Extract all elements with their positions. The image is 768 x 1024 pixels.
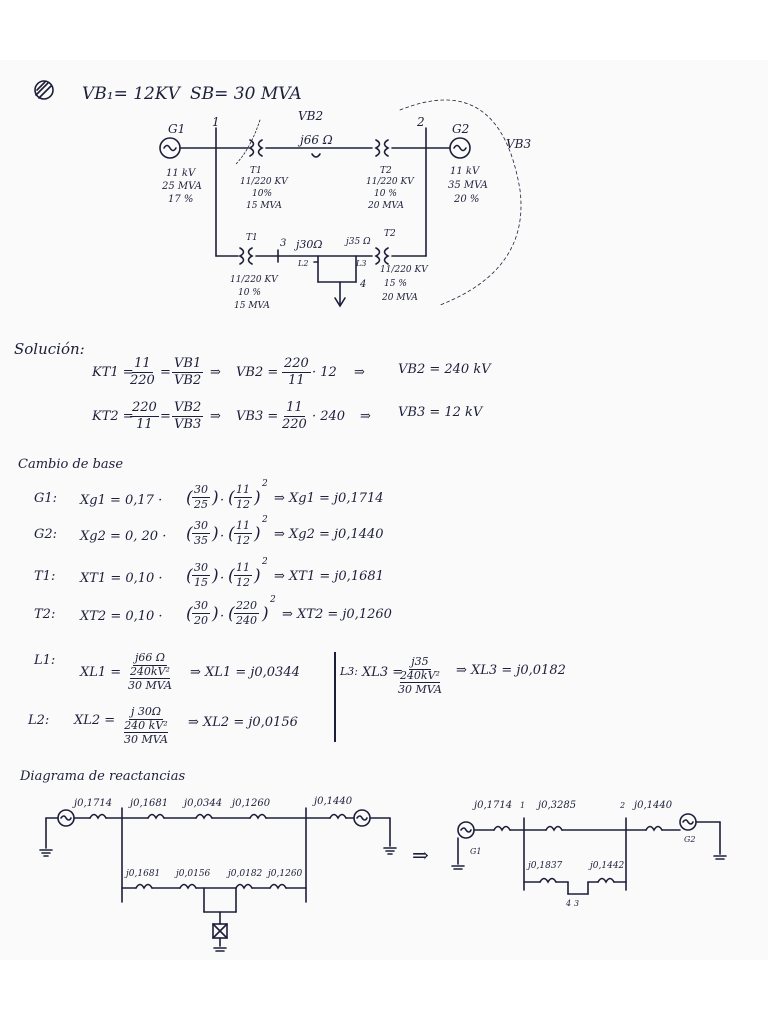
line2-tag: L2 <box>298 259 309 268</box>
g1-paren-close-2: ) <box>254 488 261 508</box>
t2-square: 2 <box>270 595 276 605</box>
l3-lhs: XL3 = <box>362 665 404 680</box>
g1-reactance: 17 % <box>168 194 194 205</box>
bus4-number: 4 <box>360 279 367 290</box>
kt1-vb2-ratio: $\frac{220}{11}$ <box>284 356 309 388</box>
kt1-eq: = <box>160 365 171 380</box>
l2-lhs: XL2 = <box>74 713 116 728</box>
g2-v-ratio: $\frac{11}{12}$ <box>236 519 250 547</box>
t2-tag: T2: <box>34 607 56 622</box>
t1-bot-s: 15 MVA <box>234 301 270 311</box>
kt1-arrow2: ⇒ <box>354 365 365 380</box>
solucion-title: Solución: <box>14 340 85 358</box>
kt1-vb-ratio: $\frac{VB1}{VB2}$ <box>174 356 202 388</box>
g2-expr: Xg2 = 0, 20 · <box>80 529 167 544</box>
g2-paren-close-1: ) <box>212 524 219 544</box>
vb3-label: VB3 <box>506 137 532 151</box>
t1-dot: · <box>220 571 225 586</box>
t2-bot-voltage: 11/220 KV <box>380 265 428 275</box>
t1-top-name: T1 <box>250 166 262 176</box>
kt1-lhs: KT1 = <box>92 365 134 380</box>
right-g2-name: G2 <box>684 835 696 844</box>
t1-expr: XT1 = 0,10 · <box>80 571 163 586</box>
right-bus3-number: 3 <box>574 899 580 908</box>
g2-s-ratio: $\frac{30}{35}$ <box>194 519 208 547</box>
left-xt1: j0,1681 <box>130 798 169 809</box>
kt1-ratio: $\frac{11}{220}$ <box>130 356 155 388</box>
vb2-result: VB2 = 240 kV <box>398 362 491 377</box>
kt2-mul: · 240 <box>312 409 346 424</box>
t2-s-ratio: $\frac{30}{20}$ <box>194 599 208 627</box>
t2-dot: · <box>220 609 225 624</box>
cambio-title: Cambio de base <box>18 457 124 472</box>
kt2-eq: = <box>160 409 171 424</box>
l1-tag: L1: <box>34 653 56 668</box>
l1-fraction: j66 Ω 240kV² 30 MVA <box>128 651 172 693</box>
right-xg2: j0,1440 <box>634 800 673 811</box>
l2-fraction: j 30Ω 240 kV² 30 MVA <box>124 705 168 747</box>
bus3-number: 3 <box>280 238 287 249</box>
right-bus2-number: 2 <box>620 801 626 810</box>
g2-tag: G2: <box>34 527 58 542</box>
g1-paren-open-1: ( <box>186 488 193 508</box>
t2-top-s: 20 MVA <box>368 201 404 211</box>
t1-s-ratio: $\frac{30}{15}$ <box>194 561 208 589</box>
t1-top-voltage: 11/220 KV <box>240 177 288 187</box>
right-xg1: j0,1714 <box>474 800 513 811</box>
l3-tag: L3: <box>340 665 359 678</box>
kt2-arrow2: ⇒ <box>360 409 371 424</box>
kt1-mul: · 12 <box>312 365 337 380</box>
g1-expr: Xg1 = 0,17 · <box>80 493 163 508</box>
kt1-vb2: VB2 = <box>236 365 279 380</box>
left-xl3: j0,0182 <box>228 869 263 879</box>
l2-result: ⇒ XL2 = j0,0156 <box>188 715 298 730</box>
t1-square: 2 <box>262 557 268 567</box>
g1-paren-close-1: ) <box>212 488 219 508</box>
t2-bot-name: T2 <box>384 229 396 239</box>
g2-reactance: 20 % <box>454 194 480 205</box>
g2-dot: · <box>220 529 225 544</box>
right-xb: j0,1442 <box>590 861 625 871</box>
bus1-number: 1 <box>212 115 220 129</box>
g1-square: 2 <box>262 479 268 489</box>
kt2-vb3-ratio: $\frac{11}{220}$ <box>282 400 307 432</box>
g2-voltage: 11 kV <box>450 166 480 177</box>
right-g1-name: G1 <box>470 847 482 856</box>
transformer-t1-lower-icon <box>240 248 252 264</box>
line2-impedance: j30Ω <box>296 238 323 251</box>
base-power: SB= 30 MVA <box>190 84 302 104</box>
t1-tag: T1: <box>34 569 56 584</box>
equivalent-arrow: ⇒ <box>412 843 429 867</box>
left-xg1-coil <box>90 815 106 819</box>
transformer-t1-icon <box>250 140 262 156</box>
t1-paren-open-1: ( <box>186 566 193 586</box>
left-xg1: j0,1714 <box>74 798 113 809</box>
g1-voltage: 11 kV <box>166 168 196 179</box>
right-bus1-number: 1 <box>520 801 526 810</box>
left-xt2b: j0,1260 <box>268 869 303 879</box>
kt2-lhs: KT2 = <box>92 409 134 424</box>
transformer-t2-icon <box>376 140 388 156</box>
g2-paren-close-2: ) <box>254 524 261 544</box>
g1-result: ⇒ Xg1 = j0,1714 <box>274 491 384 506</box>
g1-power: 25 MVA <box>162 181 202 192</box>
vb3-result: VB3 = 12 kV <box>398 405 483 420</box>
g2-paren-open-1: ( <box>186 524 193 544</box>
t2-top-x: 10 % <box>374 189 397 199</box>
t1-bot-x: 10 % <box>238 288 261 298</box>
g1-v-ratio: $\frac{11}{12}$ <box>236 483 250 511</box>
g2-result: ⇒ Xg2 = j0,1440 <box>274 527 384 542</box>
t2-paren-open-2: ( <box>228 604 235 624</box>
left-xg2: j0,1440 <box>314 796 353 807</box>
t2-bot-s: 20 MVA <box>382 293 418 303</box>
right-x12: j0,3285 <box>538 800 577 811</box>
transformer-t2-lower-icon <box>376 248 388 264</box>
vb2-label: VB2 <box>298 109 324 123</box>
t1-v-ratio: $\frac{11}{12}$ <box>236 561 250 589</box>
g2-power: 35 MVA <box>448 180 488 191</box>
base-voltage: VB₁= 12KV <box>82 84 180 104</box>
l2-tag: L2: <box>28 713 50 728</box>
line1-impedance: j66 Ω <box>300 133 333 147</box>
l1-result: ⇒ XL1 = j0,0344 <box>190 665 300 680</box>
kt2-vb3: VB3 = <box>236 409 279 424</box>
t2-paren-open-1: ( <box>186 604 193 624</box>
t1-paren-close-2: ) <box>254 566 261 586</box>
separator-line <box>334 652 336 742</box>
g1-paren-open-2: ( <box>228 488 235 508</box>
kt2-ratio: $\frac{220}{11}$ <box>132 400 157 432</box>
t1-paren-open-2: ( <box>228 566 235 586</box>
left-xt1b: j0,1681 <box>126 869 161 879</box>
g2-name: G2 <box>452 122 470 136</box>
line3-tag: L3 <box>356 259 367 268</box>
line3-impedance: j35 Ω <box>346 237 371 247</box>
g1-name: G1 <box>168 122 186 136</box>
kt1-arrow1: ⇒ <box>210 365 221 380</box>
t2-top-voltage: 11/220 KV <box>366 177 414 187</box>
t1-top-s: 15 MVA <box>246 201 282 211</box>
l3-fraction: j35 240kV² 30 MVA <box>398 655 442 697</box>
left-xl1: j0,0344 <box>184 798 223 809</box>
g1-tag: G1: <box>34 491 58 506</box>
t1-paren-close-1: ) <box>212 566 219 586</box>
kt2-vb-ratio: $\frac{VB2}{VB3}$ <box>174 400 202 432</box>
g1-s-ratio: $\frac{30}{25}$ <box>194 483 208 511</box>
t2-result: ⇒ XT2 = j0,1260 <box>282 607 392 622</box>
left-xt2: j0,1260 <box>232 798 271 809</box>
t2-top-name: T2 <box>380 166 392 176</box>
right-xa: j0,1837 <box>528 861 563 871</box>
g1-dot: · <box>220 493 225 508</box>
l1-lhs: XL1 = <box>80 665 122 680</box>
left-xl2: j0,0156 <box>176 869 211 879</box>
t1-bot-voltage: 11/220 KV <box>230 275 278 285</box>
t2-paren-close-1: ) <box>212 604 219 624</box>
t2-paren-close-2: ) <box>262 604 269 624</box>
t1-bot-name: T1 <box>246 233 258 243</box>
g2-paren-open-2: ( <box>228 524 235 544</box>
t1-result: ⇒ XT1 = j0,1681 <box>274 569 384 584</box>
g2-square: 2 <box>262 515 268 525</box>
t2-expr: XT2 = 0,10 · <box>80 609 163 624</box>
t1-top-x: 10% <box>252 189 273 199</box>
t2-bot-x: 15 % <box>384 279 407 289</box>
t2-v-ratio: $\frac{220}{240}$ <box>236 599 257 627</box>
right-bus4-number: 4 <box>566 899 572 908</box>
l3-result: ⇒ XL3 = j0,0182 <box>456 663 566 678</box>
kt2-arrow1: ⇒ <box>210 409 221 424</box>
diagrama-title: Diagrama de reactancias <box>20 769 186 784</box>
bus2-number: 2 <box>417 115 425 129</box>
